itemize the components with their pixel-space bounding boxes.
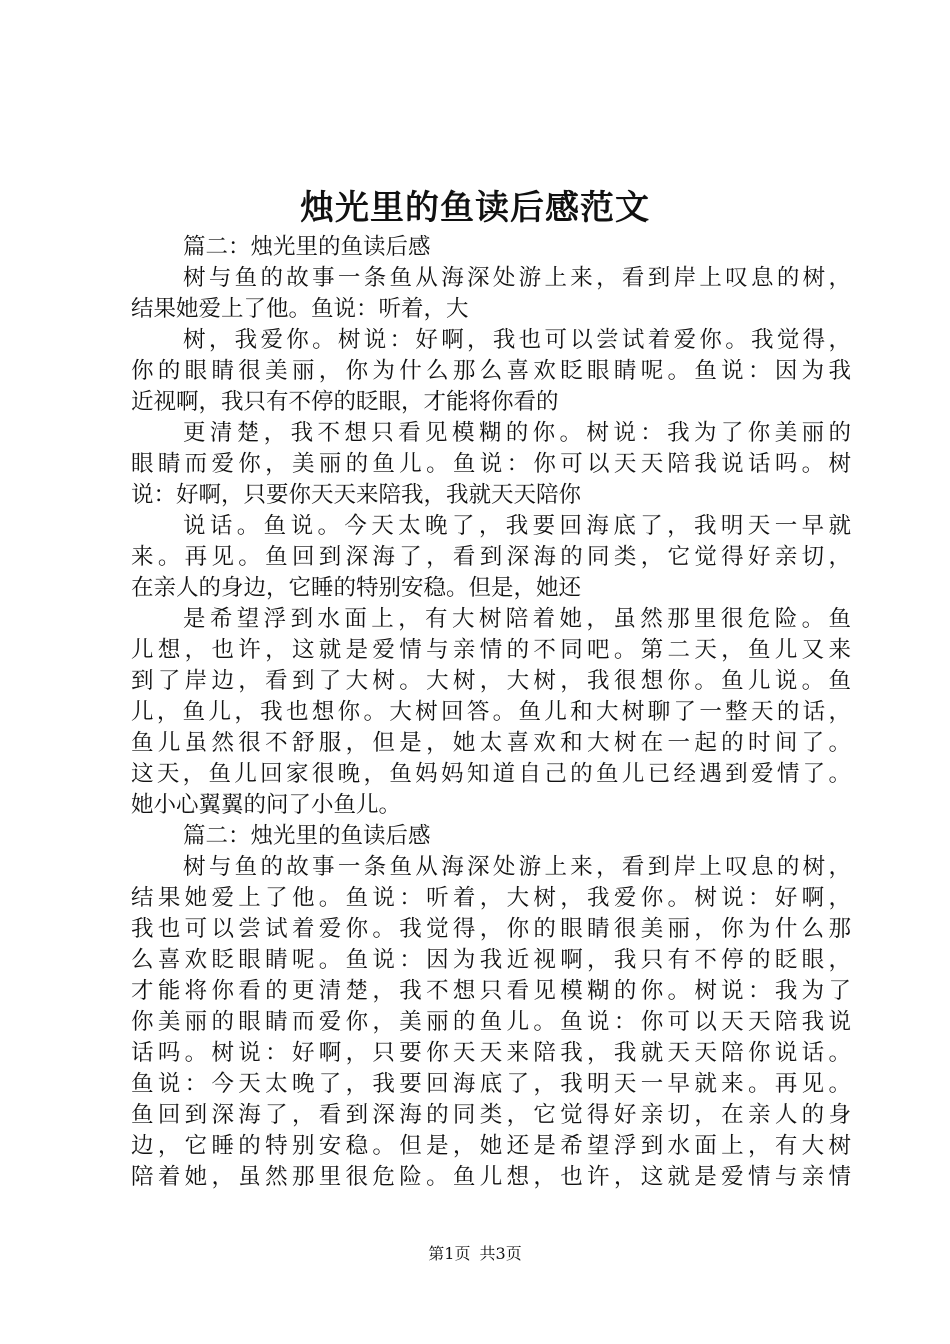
page-footer [0, 1242, 950, 1266]
text-line: 结果她爱上了他。鱼说：听着，大树，我爱你。树说：好啊， [131, 885, 851, 911]
text-line: 来。再见。鱼回到深海了，看到深海的同类，它觉得好亲切， [131, 544, 851, 570]
text-line: 陪着她，虽然那里很危险。鱼儿想，也许，这就是爱情与亲情 [131, 1164, 851, 1190]
text-line: 在亲人的身边，它睡的特别安稳。但是，她还 [131, 575, 582, 601]
page-total: 共3页 [479, 1244, 522, 1263]
text-line: 篇二：烛光里的鱼读后感 [183, 234, 431, 260]
text-line: 更清楚，我不想只看见模糊的你。树说：我为了你美丽的 [183, 420, 851, 446]
text-line: 边，它睡的特别安稳。但是，她还是希望浮到水面上，有大树 [131, 1133, 851, 1159]
text-line: 鱼儿虽然很不舒服，但是，她太喜欢和大树在一起的时间了。 [131, 730, 851, 756]
text-line: 树与鱼的故事一条鱼从海深处游上来，看到岸上叹息的树， [183, 265, 851, 291]
text-line: 鱼回到深海了，看到深海的同类，它觉得好亲切，在亲人的身 [131, 1102, 851, 1128]
text-line: 她小心翼翼的问了小鱼儿。 [131, 792, 402, 818]
text-line: 眼睛而爱你，美丽的鱼儿。鱼说：你可以天天陪我说话吗。树 [131, 451, 851, 477]
text-line: 么喜欢眨眼睛呢。鱼说：因为我近视啊，我只有不停的眨眼， [131, 947, 851, 973]
text-line: 你的眼睛很美丽，你为什么那么喜欢眨眼睛呢。鱼说：因为我 [131, 358, 851, 384]
text-line: 你美丽的眼睛而爱你，美丽的鱼儿。鱼说：你可以天天陪我说 [131, 1009, 851, 1035]
text-line: 才能将你看的更清楚，我不想只看见模糊的你。树说：我为了 [131, 978, 851, 1004]
text-line: 鱼说：今天太晚了，我要回海底了，我明天一早就来。再见。 [131, 1071, 851, 1097]
document-title: 烛光里的鱼读后感范文 [300, 188, 650, 228]
text-line: 说：好啊，只要你天天来陪我，我就天天陪你 [131, 482, 582, 508]
text-line: 树，我爱你。树说：好啊，我也可以尝试着爱你。我觉得， [183, 327, 851, 353]
text-line: 到了岸边，看到了大树。大树，大树，我很想你。鱼儿说。鱼 [131, 668, 851, 694]
page-number: 第1页 [428, 1244, 471, 1263]
text-line: 儿，鱼儿，我也想你。大树回答。鱼儿和大树聊了一整天的话， [131, 699, 851, 725]
text-line: 我也可以尝试着爱你。我觉得，你的眼睛很美丽，你为什么那 [131, 916, 851, 942]
text-line: 近视啊，我只有不停的眨眼，才能将你看的 [131, 389, 559, 415]
text-line: 是希望浮到水面上，有大树陪着她，虽然那里很危险。鱼 [183, 606, 851, 632]
text-line: 儿想，也许，这就是爱情与亲情的不同吧。第二天，鱼儿又来 [131, 637, 851, 663]
text-line: 说话。鱼说。今天太晚了，我要回海底了，我明天一早就 [183, 513, 851, 539]
text-line: 话吗。树说：好啊，只要你天天来陪我，我就天天陪你说话。 [131, 1040, 851, 1066]
document-body [131, 232, 851, 1193]
text-line: 篇二：烛光里的鱼读后感 [183, 823, 431, 849]
text-line: 树与鱼的故事一条鱼从海深处游上来，看到岸上叹息的树， [183, 854, 851, 880]
text-line: 这天，鱼儿回家很晚，鱼妈妈知道自己的鱼儿已经遇到爱情了。 [131, 761, 851, 787]
text-line: 结果她爱上了他。鱼说：听着，大 [131, 296, 469, 322]
